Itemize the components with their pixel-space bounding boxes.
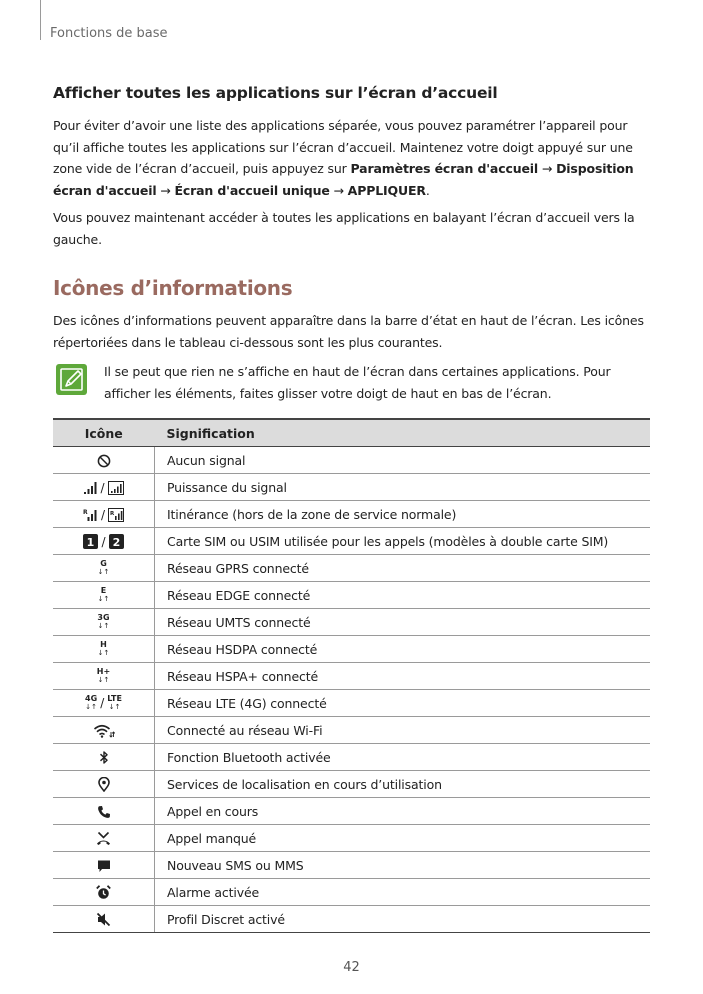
table-row xyxy=(53,879,650,906)
meaning-cell: Nouveau SMS ou MMS xyxy=(155,852,651,879)
edge-icon: E ↓↑ xyxy=(97,586,110,604)
sim-card-icon xyxy=(109,534,124,549)
signal-strength-icon xyxy=(83,481,97,495)
meaning-cell: Services de localisation en cours d’utilisation xyxy=(155,771,651,798)
subsection-heading: Afficher toutes les applications sur l’écran d’accueil xyxy=(53,84,498,102)
table-header-row xyxy=(53,419,650,447)
table-row xyxy=(53,636,650,663)
meaning-cell: Réseau GPRS connecté xyxy=(155,555,651,582)
location-icon xyxy=(98,777,110,792)
lte-icon: LTE ↓↑ xyxy=(107,694,122,712)
paragraph-instructions xyxy=(53,115,653,201)
meaning-cell: Alarme activée xyxy=(155,879,651,906)
table-row xyxy=(53,528,650,555)
arrow: → xyxy=(538,161,557,176)
menu-path-2: Disposition écran d'accueil xyxy=(53,161,634,198)
menu-path-4: APPLIQUER xyxy=(347,182,426,198)
meaning-cell: Réseau EDGE connecté xyxy=(155,582,651,609)
hsdpa-icon: H ↓↑ xyxy=(97,640,110,658)
table-row xyxy=(53,771,650,798)
meaning-cell: Réseau LTE (4G) connecté xyxy=(155,690,651,717)
running-header: Fonctions de base xyxy=(50,26,168,41)
table-row xyxy=(53,798,650,825)
note-box xyxy=(53,361,653,404)
meaning-cell: Profil Discret activé xyxy=(155,906,651,933)
table-row xyxy=(53,474,650,501)
table-row xyxy=(53,663,650,690)
roaming-icon xyxy=(83,508,98,522)
table-row xyxy=(53,852,650,879)
section-heading: Icônes d’informations xyxy=(53,276,293,300)
bluetooth-icon xyxy=(99,750,109,765)
text: Pour éviter d’avoir une liste des applications séparée, vous pouvez paramétrer l’appareil pour qu’il affiche toutes les applications sur l’écran d’accueil. Maintenez votre doigt appuyé sur une zone vide de l’écran d’accueil, puis appuyez sur xyxy=(53,118,633,176)
lte-icon: 4G ↓↑ xyxy=(85,694,98,712)
table-row xyxy=(53,690,650,717)
svg-text:R: R xyxy=(110,510,115,517)
meaning-cell: Aucun signal xyxy=(155,447,651,474)
column-header-icon: Icône xyxy=(53,419,155,447)
page-number: 42 xyxy=(343,960,360,975)
separator: / xyxy=(100,696,105,711)
table-row xyxy=(53,555,650,582)
meaning-cell: Réseau HSPA+ connecté xyxy=(155,663,651,690)
separator: / xyxy=(100,507,106,522)
missed-call-icon xyxy=(96,831,111,846)
no-signal-icon xyxy=(97,454,111,468)
signal-strength-icon xyxy=(108,481,124,495)
meaning-cell: Itinérance (hors de la zone de service normale) xyxy=(155,501,651,528)
arrow: → xyxy=(329,182,348,198)
meaning-cell: Réseau UMTS connecté xyxy=(155,609,651,636)
paragraph-intro: Des icônes d’informations peuvent apparaître dans la barre d’état en haut de l’écran. Les icônes répertoriées dans le tableau ci-dessous sont les plus courantes. xyxy=(53,313,644,350)
sim-2-label: 2 xyxy=(112,536,120,549)
table-row xyxy=(53,447,650,474)
arrow: → xyxy=(156,182,175,198)
sim-card-icon xyxy=(83,534,98,549)
sim-1-label: 1 xyxy=(87,536,95,549)
meaning-cell: Fonction Bluetooth activée xyxy=(155,744,651,771)
separator: / xyxy=(101,534,106,549)
text: . xyxy=(425,182,430,198)
umts-icon: 3G ↓↑ xyxy=(97,613,110,631)
meaning-cell: Appel en cours xyxy=(155,798,651,825)
hspa-plus-icon: H+ ↓↑ xyxy=(96,667,111,685)
status-icons-table xyxy=(53,418,650,933)
meaning-cell: Appel manqué xyxy=(155,825,651,852)
message-icon xyxy=(97,859,111,873)
mute-icon xyxy=(96,912,111,927)
phone-call-icon xyxy=(97,805,111,819)
table-row xyxy=(53,717,650,744)
table-row xyxy=(53,501,650,528)
menu-path-1: Paramètres écran d'accueil xyxy=(350,161,539,176)
roaming-icon xyxy=(108,508,124,522)
menu-path-3: Écran d'accueil unique xyxy=(174,182,330,198)
meaning-cell: Puissance du signal xyxy=(155,474,651,501)
table-row xyxy=(53,744,650,771)
table-row xyxy=(53,609,650,636)
meaning-cell: Carte SIM ou USIM utilisée pour les appels (modèles à double carte SIM) xyxy=(155,528,651,555)
wifi-icon xyxy=(93,724,115,738)
header-divider xyxy=(40,0,41,40)
note-pencil-icon xyxy=(55,363,88,396)
paragraph-swipe: Vous pouvez maintenant accéder à toutes les applications en balayant l’écran d’accueil vers la gauche. xyxy=(53,210,635,247)
separator: / xyxy=(100,480,105,495)
table-row xyxy=(53,582,650,609)
meaning-cell: Connecté au réseau Wi-Fi xyxy=(155,717,651,744)
alarm-icon xyxy=(96,885,111,900)
table-row xyxy=(53,825,650,852)
table-row xyxy=(53,906,650,933)
column-header-meaning: Signification xyxy=(155,419,651,447)
gprs-icon: G ↓↑ xyxy=(97,559,110,577)
meaning-cell: Réseau HSDPA connecté xyxy=(155,636,651,663)
page-content xyxy=(53,84,653,933)
svg-text:R: R xyxy=(82,508,88,516)
note-text: Il se peut que rien ne s’affiche en haut de l’écran dans certaines applications. Pour afficher les éléments, faites glisser votre doigt de haut en bas de l’écran. xyxy=(104,364,611,401)
